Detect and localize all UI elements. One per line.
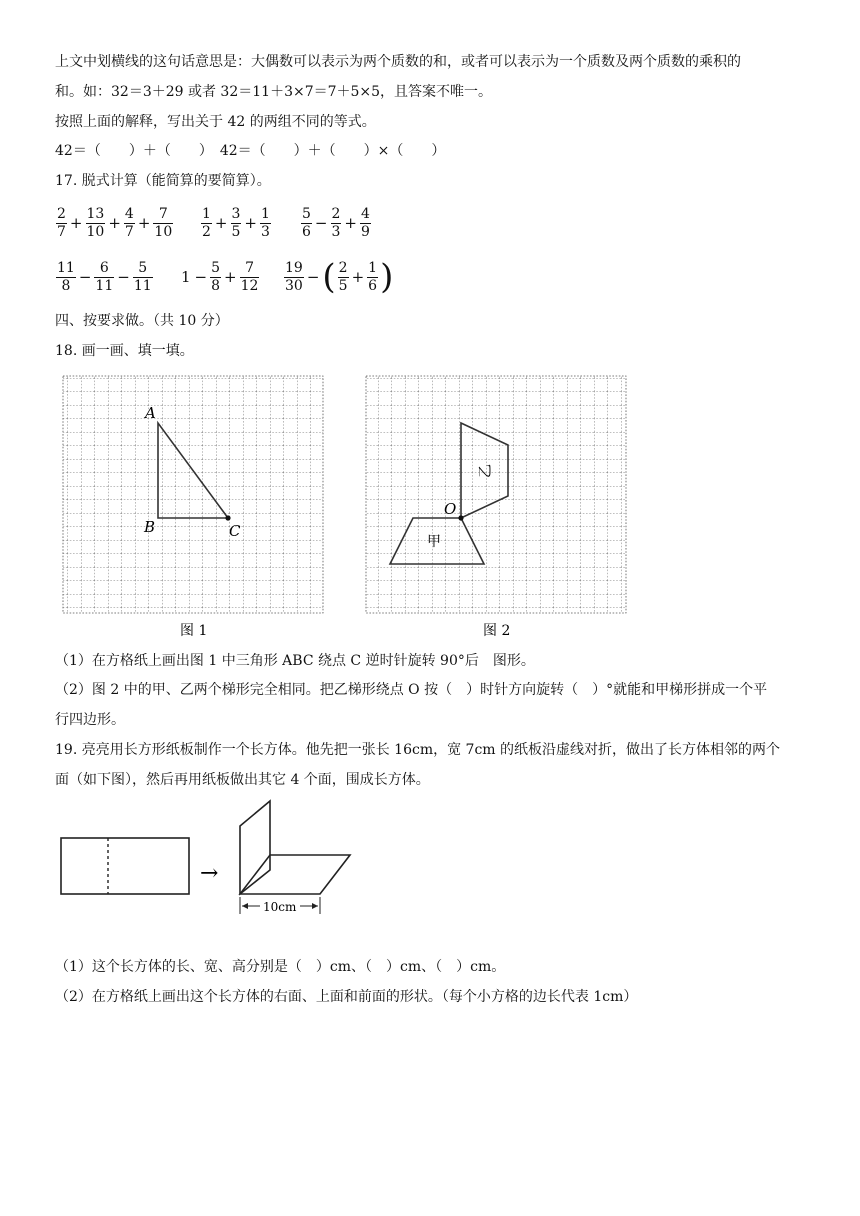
label-c: C bbox=[229, 522, 241, 540]
figure-2-caption: 图 2 bbox=[483, 623, 511, 639]
figure-1-grid bbox=[63, 376, 323, 613]
question-18-title: 18. 画一画、填一填。 bbox=[55, 343, 194, 359]
intro-line-1: 上文中划横线的这句话意思是：大偶数可以表示为两个质数的和，或者可以表示为一个质数及两个质数的乘积的 bbox=[55, 54, 741, 70]
fraction: $\frac{1}{3}$ bbox=[261, 205, 270, 240]
fraction: $\frac{7}{12}$ bbox=[240, 259, 259, 294]
expression-4: $\frac{11}{8}$ − $\frac{6}{11}$ − $\frac{5}{11}$ bbox=[57, 259, 152, 294]
question-18-part-1: （1）在方格纸上画出图 1 中三角形 ABC 绕点 C 逆时针旋转 90°后 图形。 bbox=[55, 653, 535, 669]
expression-6: $\frac{19}{30}$ − ( $\frac{2}{5}$ + $\frac{1}{6}$ ) bbox=[285, 257, 394, 297]
dimension-label: 10cm bbox=[263, 900, 297, 914]
label-b: B bbox=[144, 518, 156, 536]
question-19-part-1: （1）这个长方体的长、宽、高分别是（ ）cm、（ ）cm、（ ）cm。 bbox=[55, 959, 506, 975]
fraction: $\frac{7}{10}$ bbox=[154, 205, 173, 240]
instruction-42: 按照上面的解释，写出关于 42 的两组不同的等式。 bbox=[55, 114, 376, 130]
fraction: $\frac{2}{5}$ bbox=[338, 259, 348, 294]
fraction: $\frac{2}{3}$ bbox=[331, 205, 341, 240]
fraction: $\frac{5}{8}$ bbox=[211, 259, 221, 294]
question-18-part-2b: 行四边形。 bbox=[55, 712, 125, 728]
intro-line-2: 和。如：32＝3＋29 或者 32＝11＋3×7＝7＋5×5，且答案不唯一。 bbox=[55, 84, 493, 100]
fraction: $\frac{5}{11}$ bbox=[133, 259, 152, 294]
fraction: $\frac{2}{7}$ bbox=[57, 205, 66, 240]
section-4-title: 四、按要求做。（共 10 分） bbox=[55, 313, 229, 329]
expression-3: $\frac{5}{6}$ − $\frac{2}{3}$ + $\frac{4}{9}$ bbox=[302, 205, 370, 240]
equation-blanks-42: 42＝（ ）＋（ ） 42＝（ ）＋（ ）×（ ） bbox=[55, 143, 446, 159]
fraction: $\frac{11}{8}$ bbox=[57, 259, 75, 294]
question-19-line-1: 19. 亮亮用长方形纸板制作一个长方体。他先把一张长 16cm，宽 7cm 的纸板沿虚线对折，做出了长方体相邻的两个 bbox=[55, 742, 781, 758]
folded-board bbox=[240, 801, 350, 894]
question-18-part-2a: （2）图 2 中的甲、乙两个梯形完全相同。把乙梯形绕点 O 按（ ）时针方向旋转（ ）°就能和甲梯形拼成一个平 bbox=[55, 682, 768, 698]
flat-board bbox=[61, 838, 189, 894]
label-yi: 乙 bbox=[478, 464, 494, 478]
fraction: $\frac{1}{2}$ bbox=[202, 205, 211, 240]
question-19-part-2: （2）在方格纸上画出这个长方体的右面、上面和前面的形状。（每个小方格的边长代表 1cm） bbox=[55, 989, 638, 1005]
arrow-icon: → bbox=[200, 861, 219, 886]
label-a: A bbox=[145, 404, 156, 422]
expression-1: $\frac{2}{7}$ + $\frac{13}{10}$ + $\frac{4}{7}$ + $\frac{7}{10}$ bbox=[57, 205, 173, 240]
question-17-title: 17. 脱式计算（能简算的要简算）。 bbox=[55, 173, 271, 189]
expression-5: 1 − $\frac{5}{8}$ + $\frac{7}{12}$ bbox=[181, 259, 259, 294]
label-o: O bbox=[444, 500, 457, 518]
question-19-line-2: 面（如下图），然后再用纸板做出其它 4 个面，围成长方体。 bbox=[55, 772, 430, 788]
figure-1-caption: 图 1 bbox=[180, 623, 208, 639]
label-jia: 甲 bbox=[427, 534, 441, 550]
fraction: $\frac{4}{9}$ bbox=[361, 205, 370, 240]
expression-2: $\frac{1}{2}$ + $\frac{3}{5}$ + $\frac{1}{3}$ bbox=[202, 205, 270, 240]
figure-2-grid bbox=[366, 376, 626, 613]
fraction: $\frac{6}{11}$ bbox=[95, 259, 114, 294]
fraction: $\frac{4}{7}$ bbox=[124, 205, 134, 240]
fraction: $\frac{13}{10}$ bbox=[86, 205, 105, 240]
fraction: $\frac{19}{30}$ bbox=[285, 259, 303, 294]
fraction: $\frac{1}{6}$ bbox=[368, 259, 378, 294]
fraction: $\frac{3}{5}$ bbox=[231, 205, 241, 240]
fraction: $\frac{5}{6}$ bbox=[302, 205, 311, 240]
fold-diagram bbox=[0, 790, 400, 920]
